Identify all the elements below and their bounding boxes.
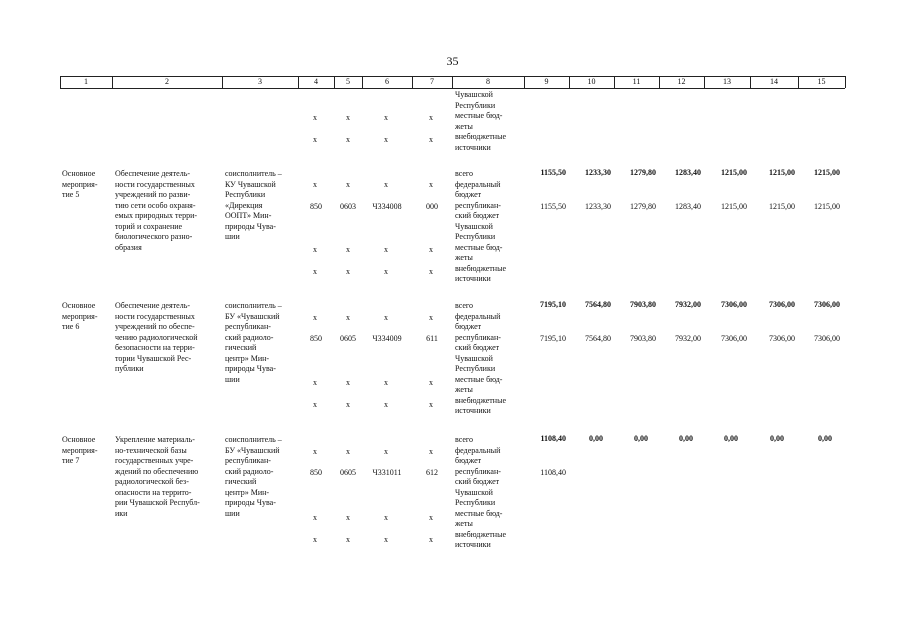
x-mark: x bbox=[313, 400, 317, 409]
header-cell: 1 bbox=[84, 77, 88, 86]
total-value: 0,00 bbox=[770, 434, 784, 443]
x-mark: x bbox=[346, 245, 350, 254]
total-value: 7306,00 bbox=[769, 300, 795, 309]
total-value: 0,00 bbox=[634, 434, 648, 443]
x-mark: x bbox=[429, 400, 433, 409]
republic-budget-value: 7306,00 bbox=[814, 334, 840, 343]
total-value: 1155,50 bbox=[540, 168, 566, 177]
activity-6-funding-sources: всего федеральный бюджет республикан- ский бюджет Чувашской Республики местные бюд- жеты внебюджетные источники bbox=[455, 301, 506, 415]
activity-7-description: Укрепление материаль- но-технической базы государственных учре- ждений по обеспечению радиологической без- опасности на террито- рии Чувашской Республ- ики bbox=[115, 435, 200, 518]
republic-budget-value: 7932,00 bbox=[675, 334, 701, 343]
x-mark: x bbox=[429, 513, 433, 522]
activity-6-label: Основное мероприя- тие 6 bbox=[62, 301, 98, 331]
total-value: 7195,10 bbox=[540, 300, 566, 309]
total-value: 7306,00 bbox=[814, 300, 840, 309]
x-mark: x bbox=[313, 378, 317, 387]
x-mark: x bbox=[384, 378, 388, 387]
x-mark: x bbox=[313, 245, 317, 254]
x-mark: x bbox=[346, 378, 350, 387]
x-mark: x bbox=[313, 267, 317, 276]
x-mark: x bbox=[384, 535, 388, 544]
x-mark: x bbox=[429, 267, 433, 276]
x-mark: x bbox=[313, 447, 317, 456]
header-cell: 2 bbox=[165, 77, 169, 86]
budget-code-target: Ч334008 bbox=[372, 202, 402, 211]
republic-budget-value: 7903,80 bbox=[630, 334, 656, 343]
header-cell: 7 bbox=[430, 77, 434, 86]
total-value: 1279,80 bbox=[630, 168, 656, 177]
x-mark: x bbox=[384, 313, 388, 322]
header-cell: 6 bbox=[385, 77, 389, 86]
total-value: 7932,00 bbox=[675, 300, 701, 309]
total-value: 1283,40 bbox=[675, 168, 701, 177]
total-value: 7306,00 bbox=[721, 300, 747, 309]
total-value: 1215,00 bbox=[769, 168, 795, 177]
activity-7-funding-sources: всего федеральный бюджет республикан- ский бюджет Чувашской Республики местные бюд- жеты внебюджетные источники bbox=[455, 435, 506, 549]
page-number: 35 bbox=[446, 54, 459, 68]
header-cell: 10 bbox=[587, 77, 596, 86]
republic-budget-value: 7306,00 bbox=[721, 334, 747, 343]
x-mark: x bbox=[313, 113, 317, 122]
budget-code-section: 0605 bbox=[340, 334, 356, 343]
header-cell: 5 bbox=[346, 77, 350, 86]
x-mark: x bbox=[429, 535, 433, 544]
x-mark: x bbox=[429, 447, 433, 456]
x-mark: x bbox=[313, 135, 317, 144]
budget-code-grbs: 850 bbox=[310, 202, 322, 211]
republic-budget-value: 7564,80 bbox=[585, 334, 611, 343]
header-cell: 11 bbox=[632, 77, 641, 86]
budget-code-grbs: 850 bbox=[310, 468, 322, 477]
activity-5-label: Основное мероприя- тие 5 bbox=[62, 169, 98, 199]
x-mark: x bbox=[384, 400, 388, 409]
header-cell: 14 bbox=[770, 77, 778, 86]
x-mark: x bbox=[346, 113, 350, 122]
x-mark: x bbox=[384, 513, 388, 522]
x-mark: x bbox=[313, 313, 317, 322]
budget-code-section: 0603 bbox=[340, 202, 356, 211]
x-mark: x bbox=[384, 180, 388, 189]
x-mark: x bbox=[429, 180, 433, 189]
x-mark: x bbox=[429, 378, 433, 387]
x-mark: x bbox=[384, 447, 388, 456]
header-cell: 8 bbox=[486, 77, 490, 86]
x-mark: x bbox=[346, 535, 350, 544]
header-cell: 4 bbox=[314, 77, 318, 86]
republic-budget-value: 1215,00 bbox=[814, 202, 840, 211]
header-cell: 15 bbox=[817, 77, 826, 86]
budget-code-type: 611 bbox=[426, 334, 438, 343]
activity-5-description: Обеспечение деятель- ности государственных учреждений по разви- тию сети особо охраня- емых природных терри- торий и сохранение биологического разно- образия bbox=[115, 169, 198, 252]
total-value: 1215,00 bbox=[814, 168, 840, 177]
republic-budget-value: 1283,40 bbox=[675, 202, 701, 211]
total-value: 1108,40 bbox=[540, 434, 566, 443]
republic-budget-value: 7195,10 bbox=[540, 334, 566, 343]
header-cell: 12 bbox=[677, 77, 686, 86]
total-value: 1233,30 bbox=[585, 168, 611, 177]
budget-code-target: Ч334009 bbox=[372, 334, 402, 343]
republic-budget-value: 7306,00 bbox=[769, 334, 795, 343]
x-mark: x bbox=[313, 180, 317, 189]
budget-code-type: 612 bbox=[426, 468, 438, 477]
activity-7-executor: соисполнитель – БУ «Чувашский республикан- ский радиоло- гический центр» Мин- природы Чува- шии bbox=[225, 435, 282, 518]
header-bottom-rule bbox=[60, 88, 845, 89]
activity-6-executor: соисполнитель – БУ «Чувашский республикан- ский радиоло- гический центр» Мин- природы Чува- шии bbox=[225, 301, 282, 384]
republic-budget-value: 1233,30 bbox=[585, 202, 611, 211]
x-mark: x bbox=[384, 113, 388, 122]
x-mark: x bbox=[313, 513, 317, 522]
x-mark: x bbox=[313, 535, 317, 544]
activity-5-executor: соисполнитель – КУ Чувашской Республики «Дирекция ООПТ» Мин- природы Чува- шии bbox=[225, 169, 282, 241]
budget-code-section: 0605 bbox=[340, 468, 356, 477]
header-cell: 9 bbox=[544, 77, 549, 86]
budget-code-type: 000 bbox=[426, 202, 438, 211]
col-divider bbox=[845, 76, 846, 88]
total-value: 0,00 bbox=[724, 434, 738, 443]
x-mark: x bbox=[346, 180, 350, 189]
x-mark: x bbox=[346, 313, 350, 322]
x-mark: x bbox=[346, 447, 350, 456]
activity-5-funding-sources: всего федеральный бюджет республикан- ский бюджет Чувашской Республики местные бюд- жеты внебюджетные источники bbox=[455, 169, 506, 283]
total-value: 0,00 bbox=[818, 434, 832, 443]
total-value: 7564,80 bbox=[585, 300, 611, 309]
republic-budget-value: 1279,80 bbox=[630, 202, 656, 211]
activity-7-label: Основное мероприя- тие 7 bbox=[62, 435, 98, 465]
republic-budget-value: 1215,00 bbox=[721, 202, 747, 211]
x-mark: x bbox=[384, 245, 388, 254]
x-mark: x bbox=[346, 400, 350, 409]
x-mark: x bbox=[429, 313, 433, 322]
republic-budget-value: 1215,00 bbox=[769, 202, 795, 211]
republic-budget-value: 1108,40 bbox=[540, 468, 566, 477]
x-mark: x bbox=[384, 135, 388, 144]
budget-code-grbs: 850 bbox=[310, 334, 322, 343]
header-cell: 3 bbox=[258, 77, 262, 86]
total-value: 0,00 bbox=[589, 434, 603, 443]
republic-budget-value: 1155,50 bbox=[540, 202, 566, 211]
activity-6-description: Обеспечение деятель- ности государственных учреждений по обеспе- чению радиологической безопасности на терри- тории Чувашской Рес- публики bbox=[115, 301, 198, 373]
x-mark: x bbox=[346, 135, 350, 144]
header-cell: 13 bbox=[723, 77, 731, 86]
total-value: 0,00 bbox=[679, 434, 693, 443]
x-mark: x bbox=[346, 513, 350, 522]
total-value: 1215,00 bbox=[721, 168, 747, 177]
budget-code-target: Ч331011 bbox=[372, 468, 402, 477]
continuation-funding-sources: Чувашской Республики местные бюд- жеты внебюджетные источники bbox=[455, 90, 506, 152]
x-mark: x bbox=[346, 267, 350, 276]
x-mark: x bbox=[429, 135, 433, 144]
x-mark: x bbox=[429, 113, 433, 122]
x-mark: x bbox=[429, 245, 433, 254]
x-mark: x bbox=[384, 267, 388, 276]
total-value: 7903,80 bbox=[630, 300, 656, 309]
